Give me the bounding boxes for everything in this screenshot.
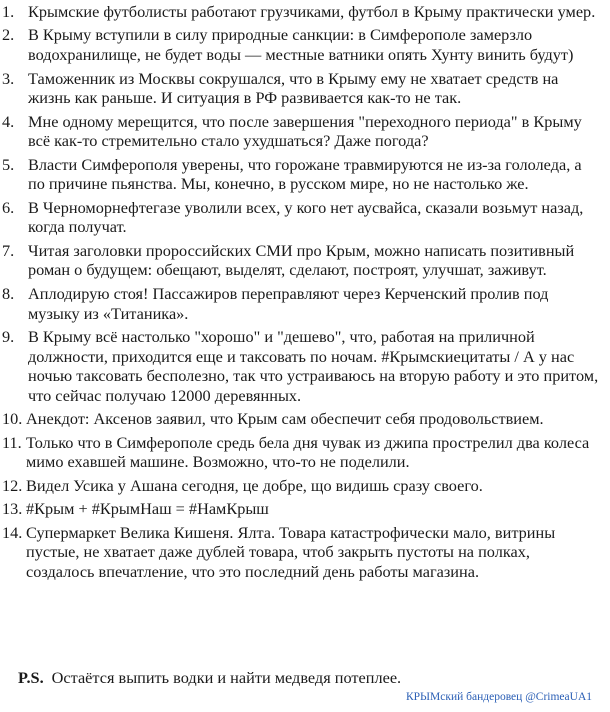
list-item bbox=[2, 69, 602, 108]
list-item bbox=[2, 476, 602, 496]
list-item-text: Власти Симферополя уверены, что горожане травмируются не из-за гололеда, а по причине пьянства. Мы, конечно, в русском мире, но не настолько же. bbox=[28, 154, 582, 194]
list-item-number: 12. bbox=[2, 475, 23, 495]
list-item bbox=[2, 499, 602, 519]
list-item-text: В Крыму вступили в силу природные санкции: в Симферополе замерзло водохранилище, не будет воды — местные ватники опять Хунту винить будут) bbox=[28, 25, 574, 65]
list-item-number: 6. bbox=[2, 197, 15, 217]
postscript-text: Остаётся выпить водки и найти медведя потеплее. bbox=[51, 668, 402, 687]
list-item-number: 8. bbox=[2, 283, 15, 303]
list-item bbox=[2, 2, 602, 22]
list-item-number: 11. bbox=[2, 432, 22, 452]
list-item-number: 7. bbox=[2, 240, 15, 260]
list-item bbox=[2, 112, 602, 151]
list-item-number: 1. bbox=[2, 2, 15, 21]
list-item bbox=[2, 241, 602, 280]
author-credit: КРЫМский бандеровец @CrimeaUA1 bbox=[405, 691, 592, 703]
numbered-list bbox=[2, 2, 602, 586]
list-item-number: 3. bbox=[2, 68, 15, 88]
list-item bbox=[2, 198, 602, 237]
list-item-text: Крымские футболисты работают грузчиками, футбол в Крыму практически умер. bbox=[28, 2, 596, 21]
list-item-number: 9. bbox=[2, 327, 15, 347]
list-item bbox=[2, 523, 602, 582]
list-item-number: 5. bbox=[2, 154, 15, 174]
list-item-number: 4. bbox=[2, 111, 15, 131]
list-item-text: Анекдот: Аксенов заявил, что Крым сам обеспечит себя продовольствием. bbox=[26, 409, 544, 429]
list-item-text: В Крыму всё настолько "хорошо" и "дешево", что, работая на приличной должности, приходится еще и таксовать по ночам. #Крымскиецитаты / А у нас ночью таксовать бесполезно, так что устраиваюсь на вторую работу и это притом, что сейчас получаю 12000 деревянных. bbox=[28, 327, 599, 405]
list-item-number: 10. bbox=[2, 409, 23, 429]
list-item-number: 2. bbox=[2, 25, 15, 45]
list-item-text: Видел Усика у Ашана сегодня, це добре, що видишь сразу своего. bbox=[26, 475, 483, 495]
list-item-number: 13. bbox=[2, 499, 23, 519]
list-item-text: Таможенник из Москвы сокрушался, что в Крыму ему не хватает средств на жизнь как раньше. И ситуация в РФ развивается как-то не так. bbox=[28, 68, 559, 108]
list-item-text: Супермаркет Велика Кишеня. Ялта. Товара катастрофически мало, витрины пустые, не хватает даже дублей товара, чтоб закрыть пустоты на полках, создалось впечатление, что это последний день работы магазина. bbox=[26, 522, 556, 582]
list-item bbox=[2, 433, 602, 472]
list-item bbox=[2, 327, 602, 405]
postscript bbox=[18, 668, 401, 688]
list-item-text: #Крым + #КрымНаш = #НамКрыш bbox=[26, 499, 269, 519]
postscript-label: P.S. bbox=[18, 668, 44, 687]
list-item-number: 14. bbox=[2, 522, 23, 542]
list-item-text: Мне одному мерещится, что после завершения "переходного периода" в Крыму всё как-то стремительно стало ухудшаться? Даже погода? bbox=[28, 111, 582, 151]
list-item bbox=[2, 409, 602, 429]
list-item-text: В Черноморнефтегазе уволили всех, у кого нет аусвайса, сказали возьмут назад, когда получат. bbox=[28, 197, 584, 237]
list-item-text: Только что в Симферополе средь бела дня чувак из джипа прострелил два колеса мимо ехавшей машине. Возможно, что-то не поделили. bbox=[26, 432, 590, 472]
list-item bbox=[2, 284, 602, 323]
list-item-text: Читая заголовки пророссийских СМИ про Крым, можно написать позитивный роман о будущем: обещают, выделят, сделают, построят, улучшат, заживут. bbox=[28, 240, 575, 280]
list-item bbox=[2, 155, 602, 194]
list-item-text: Аплодирую стоя! Пассажиров переправляют через Керченский пролив под музыку из «Титаника». bbox=[28, 283, 549, 323]
list-item bbox=[2, 25, 602, 64]
